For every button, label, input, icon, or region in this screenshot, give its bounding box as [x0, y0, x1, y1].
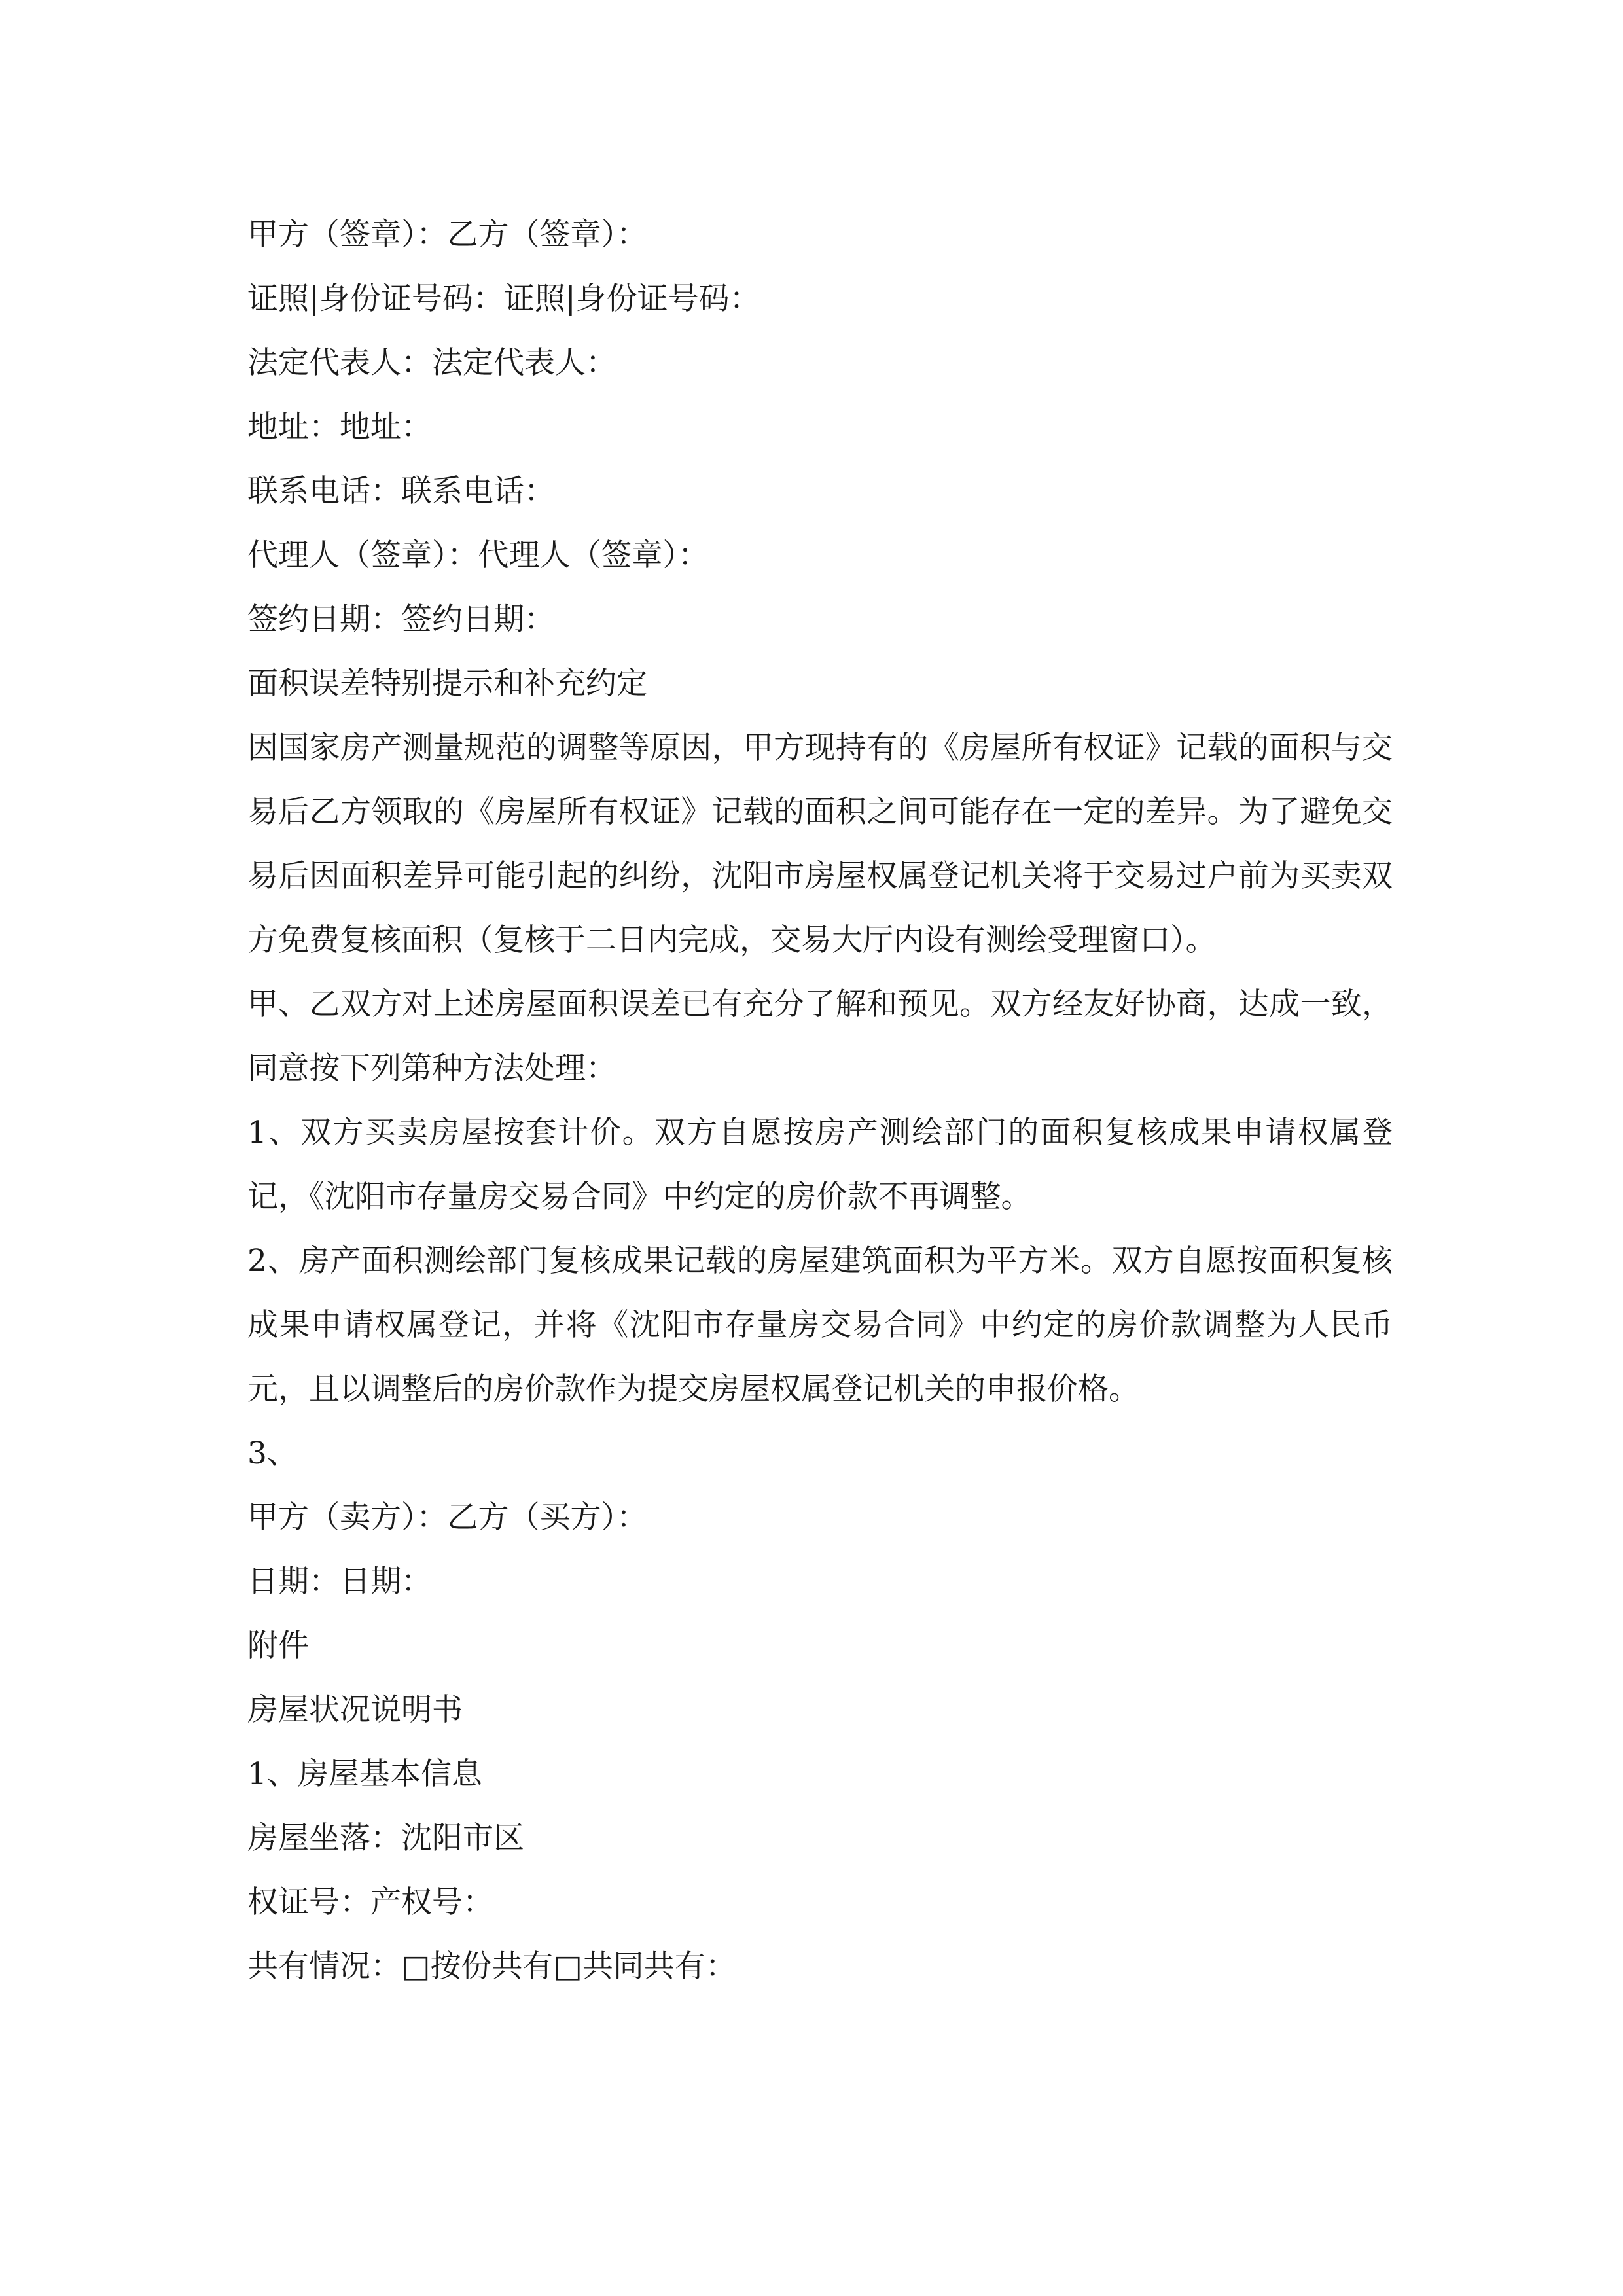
supplement-item-2: 2、房产面积测绘部门复核成果记载的房屋建筑面积为平方米。双方自愿按面积复核成果申请权属登记，并将《沈阳市存量房交易合同》中约定的房价款调整为人民币元，且以调整后的房价款作为提交房屋权属登记机关的申报价格。 [247, 1243, 1393, 1407]
supplement-date-line: 日期：日期： [247, 1564, 432, 1600]
supplement-item-3: 3、 [247, 1435, 298, 1471]
supplement-paragraph-2: 甲、乙双方对上述房屋面积误差已有充分了解和预见。双方经友好协商，达成一致，同意按下列第种方法处理： [247, 986, 1393, 1086]
attachment-section-1: 1、房屋基本信息 [247, 1756, 482, 1792]
cert-number-line: 权证号：产权号： [247, 1884, 493, 1920]
address-line: 地址：地址： [247, 409, 432, 445]
attachment-title: 房屋状况说明书 [247, 1692, 463, 1728]
sign-date-line: 签约日期：签约日期： [247, 601, 555, 637]
supplement-title: 面积误差特别提示和补充约定 [247, 666, 647, 702]
phone-line: 联系电话：联系电话： [247, 473, 555, 509]
house-location-line: 房屋坐落：沈阳市区 [247, 1820, 524, 1856]
legal-rep-line: 法定代表人：法定代表人： [247, 345, 616, 381]
document-body [247, 203, 1393, 1999]
attachment-label: 附件 [247, 1628, 309, 1664]
supplement-item-1: 1、双方买卖房屋按套计价。双方自愿按房产测绘部门的面积复核成果申请权属登记，《沈阳市存量房交易合同》中约定的房价款不再调整。 [247, 1115, 1393, 1215]
party-sign-line: 甲方（签章）：乙方（签章）： [247, 217, 647, 253]
supplement-parties-line: 甲方（卖方）：乙方（买方）： [247, 1499, 647, 1535]
supplement-paragraph-1: 因国家房产测量规范的调整等原因，甲方现持有的《房屋所有权证》记载的面积与交易后乙方领取的《房屋所有权证》记载的面积之间可能存在一定的差异。为了避免交易后因面积差异可能引起的纠纷，沈阳市房屋权属登记机关将于交易过户前为买卖双方免费复核面积（复核于二日内完成，交易大厅内设有测绘受理窗口）。 [247, 730, 1393, 958]
agent-line: 代理人（签章）：代理人（签章）： [247, 537, 709, 573]
co-ownership-line: 共有情况：□按份共有□共同共有： [247, 1948, 736, 1984]
id-number-line: 证照|身份证号码：证照|身份证号码： [247, 281, 760, 317]
